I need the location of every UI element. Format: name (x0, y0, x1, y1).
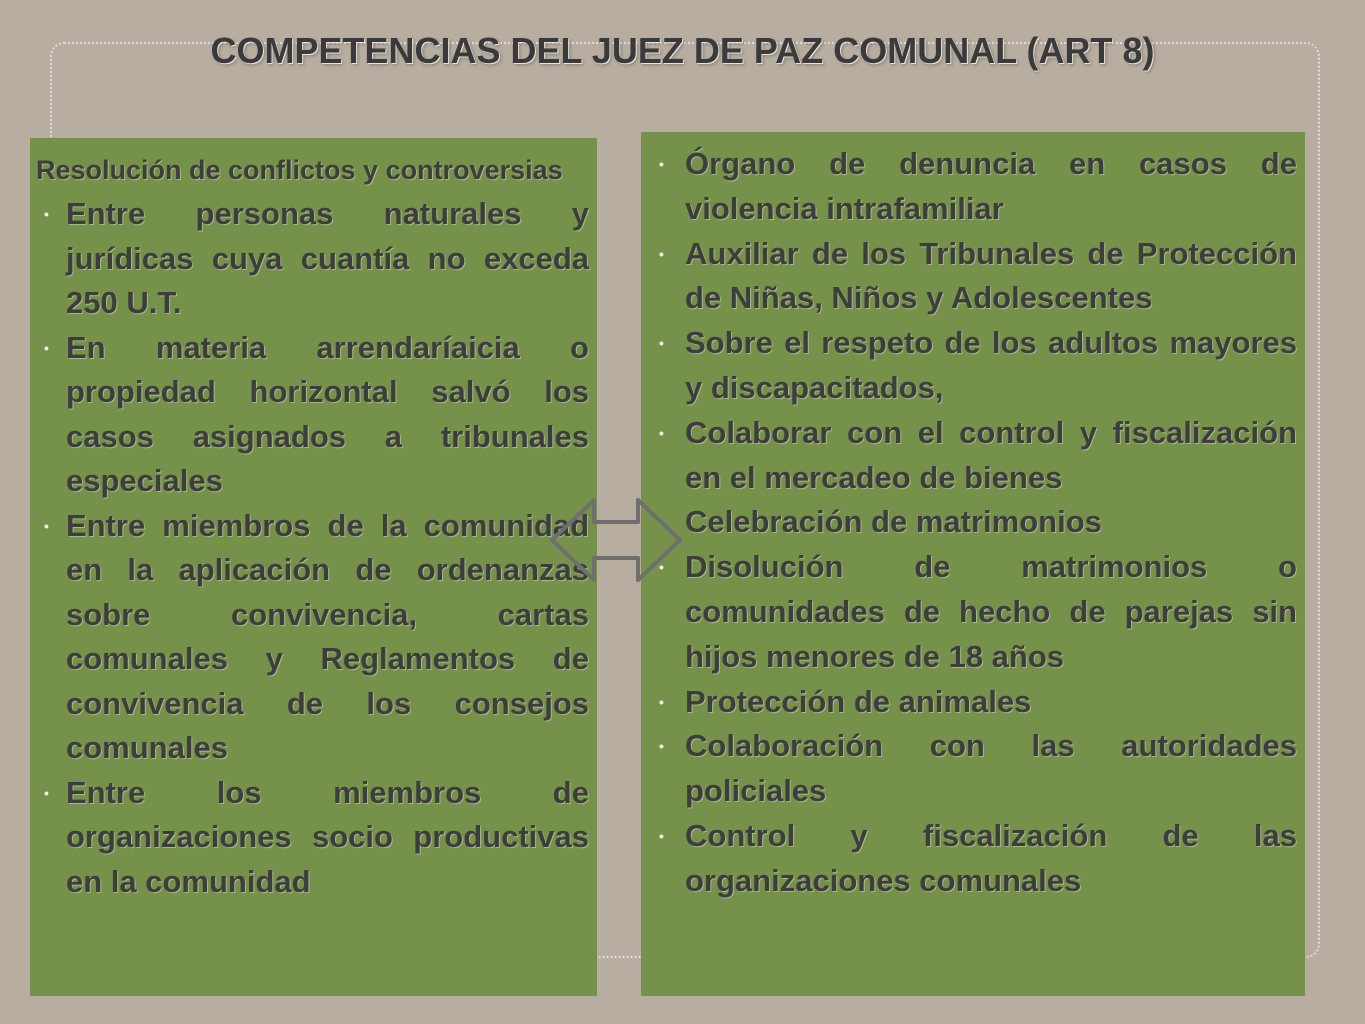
list-item: • Protección de animales (647, 680, 1297, 725)
list-item: • Entre los miembros de organizaciones socio productivas en la comunidad (36, 771, 589, 905)
left-panel-heading: Resolución de conflictos y controversias (36, 155, 563, 185)
right-panel (641, 132, 1305, 996)
bullet-icon: • (659, 335, 664, 352)
bullet-icon: • (659, 156, 664, 172)
left-panel-list (36, 192, 589, 904)
bullet-icon: • (44, 784, 49, 801)
bullet-icon: • (659, 738, 664, 755)
list-item: • Entre personas naturales y jurídicas cuya cuantía no exceda 250 U.T. (36, 192, 589, 326)
bullet-icon: • (44, 517, 49, 534)
bullet-icon: • (659, 245, 664, 262)
list-item: • Colaborar con el control y fiscalización en el mercadeo de bienes (647, 411, 1297, 501)
list-item: • Entre miembros de la comunidad en la aplicación de ordenanzas sobre convivencia, cartas comunales y Reglamentos de convivencia de los consejos comunales (36, 504, 589, 771)
list-item: • Disolución de matrimonios o comunidades de hecho de parejas sin hijos menores de 18 años (647, 545, 1297, 679)
bullet-icon: • (659, 693, 664, 710)
double-arrow-icon (548, 496, 684, 584)
bullet-icon: • (659, 827, 664, 844)
list-item: • Control y fiscalización de las organizaciones comunales (647, 814, 1297, 904)
bullet-icon: • (659, 424, 664, 441)
list-item: • Celebración de matrimonios (647, 500, 1297, 545)
bullet-icon: • (44, 206, 49, 222)
list-item: • Sobre el respeto de los adultos mayores y discapacitados, (647, 321, 1297, 411)
list-item: • Órgano de denuncia en casos de violencia intrafamiliar (647, 142, 1297, 232)
bullet-icon: • (44, 339, 49, 356)
list-item: • En materia arrendaríaicia o propiedad horizontal salvó los casos asignados a tribunales especiales (36, 326, 589, 504)
left-panel (30, 138, 597, 996)
list-item: • Colaboración con las autoridades policiales (647, 724, 1297, 814)
bullet-icon: • (659, 559, 664, 576)
list-item: • Auxiliar de los Tribunales de Protección de Niñas, Niños y Adolescentes (647, 232, 1297, 322)
right-panel-list (647, 142, 1297, 904)
bullet-icon: • (659, 514, 664, 531)
slide-title: COMPETENCIAS DEL JUEZ DE PAZ COMUNAL (ART 8) (210, 30, 1155, 71)
